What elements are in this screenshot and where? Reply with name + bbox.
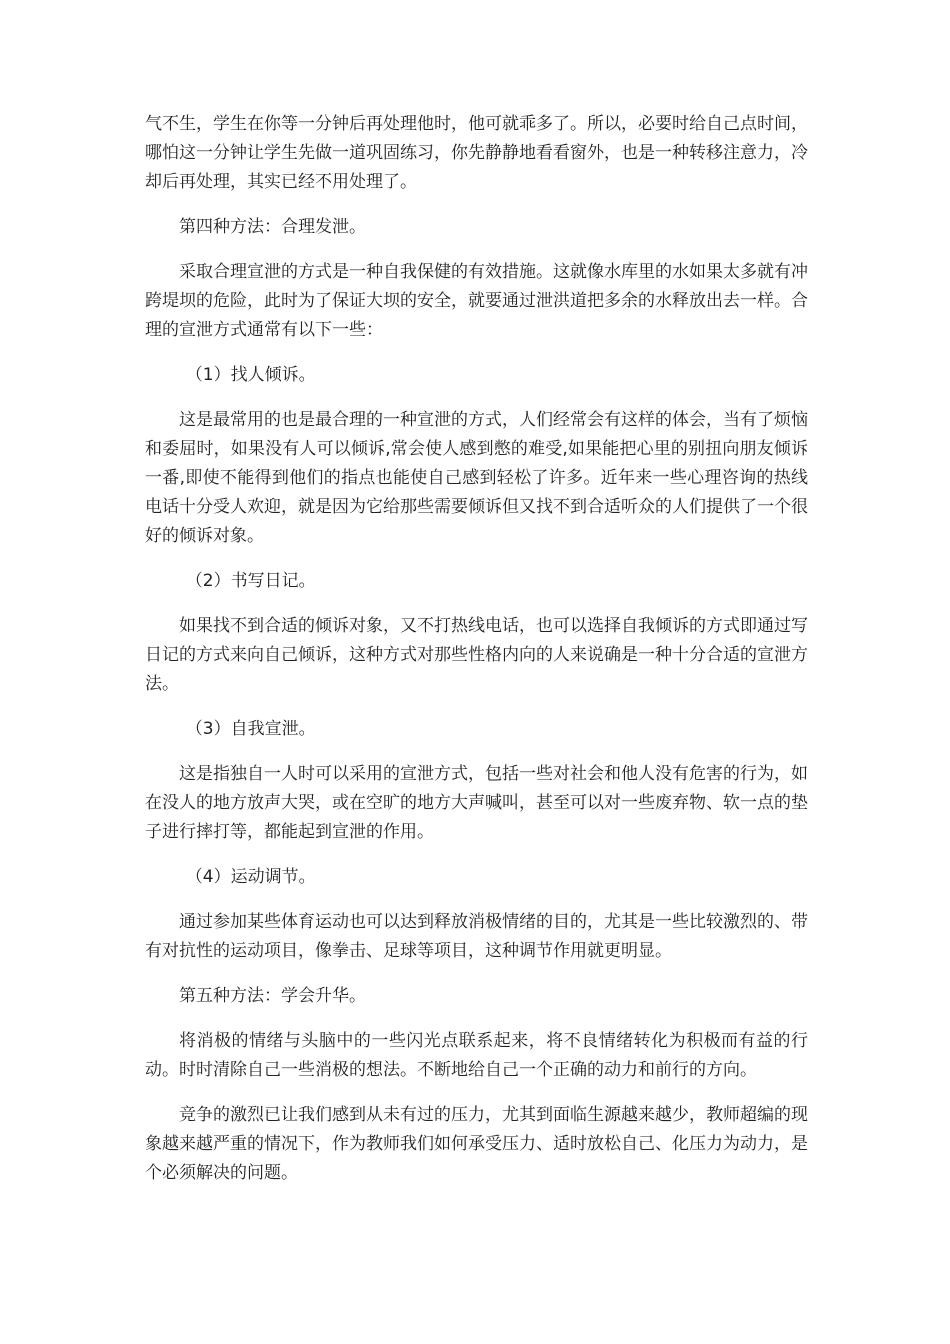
subheading-confide: （1）找人倾诉。 [185, 365, 316, 385]
section-heading-method-4: 第四种方法：合理发泄。 [179, 217, 366, 237]
section-heading-method-5: 第五种方法：学会升华。 [179, 986, 366, 1006]
subheading-diary: （2）书写日记。 [185, 571, 316, 591]
paragraph-reasonable-venting: 采取合理宣泄的方式是一种自我保健的有效措施。这就像水库里的水如果太多就有冲跨堤坝的危险，此时为了保证大坝的安全，就要通过泄洪道把多余的水释放出去一样。合理的宣泄方式通常有以下一些： [145, 262, 808, 340]
subheading-self-venting: （3）自我宣泄。 [185, 719, 316, 739]
paragraph-continuation: 气不生，学生在你等一分钟后再处理他时，他可就乖多了。所以，必要时给自己点时间，哪怕这一分钟让学生先做一道巩固练习，你先静静地看看窗外，也是一种转移注意力，冷却后再处理，其实已经不用处理了。 [145, 114, 808, 192]
paragraph-conclusion: 竞争的激烈已让我们感到从未有过的压力，尤其到面临生源越来越少，教师超编的现象越来越严重的情况下，作为教师我们如何承受压力、适时放松自己、化压力为动力，是个必须解决的问题。 [145, 1105, 808, 1183]
subheading-exercise: （4）运动调节。 [185, 867, 316, 887]
document-page [145, 110, 808, 1204]
paragraph-self-venting: 这是指独自一人时可以采用的宣泄方式，包括一些对社会和他人没有危害的行为，如在没人的地方放声大哭，或在空旷的地方大声喊叫，甚至可以对一些废弃物、软一点的垫子进行摔打等，都能起到宣泄的作用。 [145, 764, 808, 842]
paragraph-confide: 这是最常用的也是最合理的一种宣泄的方式，人们经常会有这样的体会，当有了烦恼和委屈时，如果没有人可以倾诉,常会使人感到憋的难受,如果能把心里的别扭向朋友倾诉一番,即使不能得到他们的指点也能使自己感到轻松了许多。近年来一些心理咨询的热线电话十分受人欢迎，就是因为它给那些需要倾诉但又找不到合适听众的人们提供了一个很好的倾诉对象。 [145, 410, 808, 546]
paragraph-exercise: 通过参加某些体育运动也可以达到释放消极情绪的目的，尤其是一些比较激烈的、带有对抗性的运动项目，像拳击、足球等项目，这种调节作用就更明显。 [145, 912, 808, 961]
paragraph-diary: 如果找不到合适的倾诉对象，又不打热线电话，也可以选择自我倾诉的方式即通过写日记的方式来向自己倾诉，这种方式对那些性格内向的人来说确是一种十分合适的宣泄方法。 [145, 616, 808, 694]
paragraph-sublimation: 将消极的情绪与头脑中的一些闪光点联系起来，将不良情绪转化为积极而有益的行动。时时清除自己一些消极的想法。不断地给自己一个正确的动力和前行的方向。 [145, 1031, 808, 1080]
